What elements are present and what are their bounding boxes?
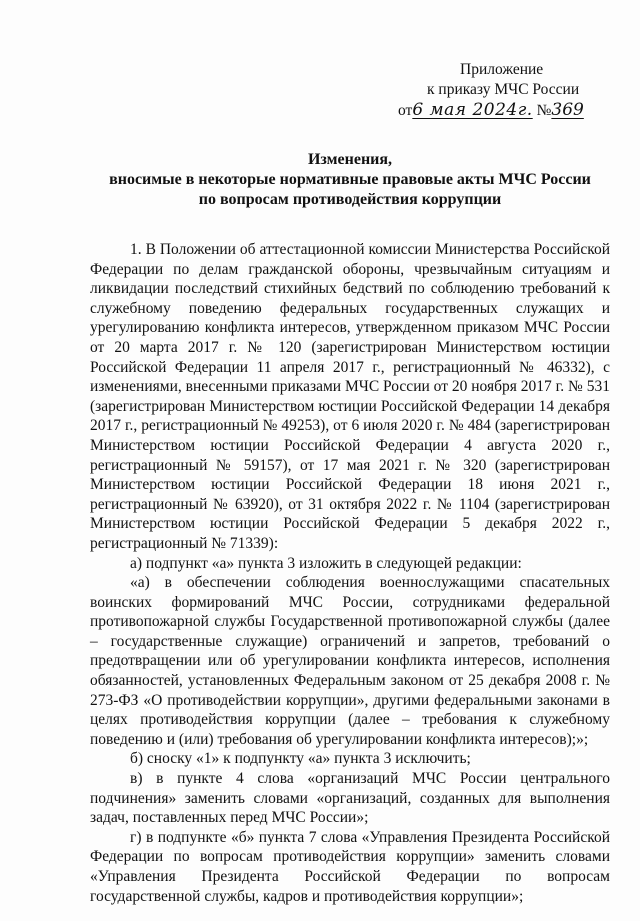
paragraph-1: 1. В Положении об аттестационной комиссии Министерства Российской Федерации по делам гражданской обороны, чрезвычайным ситуациям и ликвидации последствий стихийных бедствий по соблюдению требований к служебному поведению федеральных государственных служащих и урегулированию конфликта интересов, утвержденном приказом МЧС России от 20 марта 2017 г. № 120 (зарегистрирован Министерством юстиции Российской Федерации 11 апреля 2017 г., регистрационный № 46332), с изменениями, внесенными приказами МЧС России от 20 ноября 2017 г. № 531 (зарегистрирован Министерством юстиции Российской Федерации 14 декабря 2017 г., регистрационный № 49253), от 6 июля 2020 г. № 484 (зарегистрирован Министерством юстиции Российской Федерации 4 августа 2020 г., регистрационный № 59157), от 17 мая 2021 г. № 320 (зарегистрирован Министерством юстиции Российской Федерации 18 июня 2021 г., регистрационный № 63920), от 31 октября 2022 г. № 1104 (зарегистрирован Министерством юстиции Российской Федерации 5 декабря 2022 г., регистрационный № 71339): [90, 241, 610, 552]
handwritten-order-number: 369 [551, 100, 584, 120]
document-title [60, 150, 640, 210]
order-date-line [398, 100, 598, 121]
number-sign: № [536, 102, 552, 119]
title-line-3: по вопросам противодействия коррупции [198, 191, 502, 208]
paragraph-4: б) сноску «1» к подпункту «а» пункта 3 исключить; [130, 750, 471, 768]
appendix-label: Приложение [460, 61, 544, 78]
paragraph-5: в) в пункте 4 слова «организаций МЧС России центрального подчинения» заменить словами «организаций, созданных для выполнения задач, поставленных перед МЧС России»; [90, 770, 610, 827]
handwritten-date: 6 мая 2024г. [412, 100, 533, 120]
order-reference: к приказу МЧС России [427, 81, 580, 98]
title-line-1: Изменения, [307, 151, 393, 168]
paragraph-2: а) подпункт «а» пункта 3 изложить в следующей редакции: [130, 554, 522, 572]
paragraph-6: г) в подпункте «б» пункта 7 слова «Управления Президента Российской Федерации по вопросам противодействия коррупции» заменить словами «Управления Президента Российской Федерации по вопросам государственной службы, кадров и противодействия коррупции»; [90, 828, 610, 905]
paragraph-3: «а) в обеспечении соблюдения военнослужащими спасательных воинских формирований МЧС России, сотрудниками федеральной противопожарной службы Государственной противопожарной службы (далее – государственные служащие) ограничений и запретов, требований о предотвращении или об урегулировании конфликта интересов, исполнения обязанностей, установленных Федеральным законом от 25 декабря 2008 г. № 273-ФЗ «О противодействии коррупции», другими федеральными законами в целях противодействия коррупции (далее – требования к служебному поведению и (или) требования об урегулировании конфликта интересов);»; [90, 574, 610, 748]
document-body [90, 240, 610, 906]
title-line-2: вносимые в некоторые нормативные правовые акты МЧС России [109, 171, 591, 188]
date-prefix: от [398, 102, 413, 119]
